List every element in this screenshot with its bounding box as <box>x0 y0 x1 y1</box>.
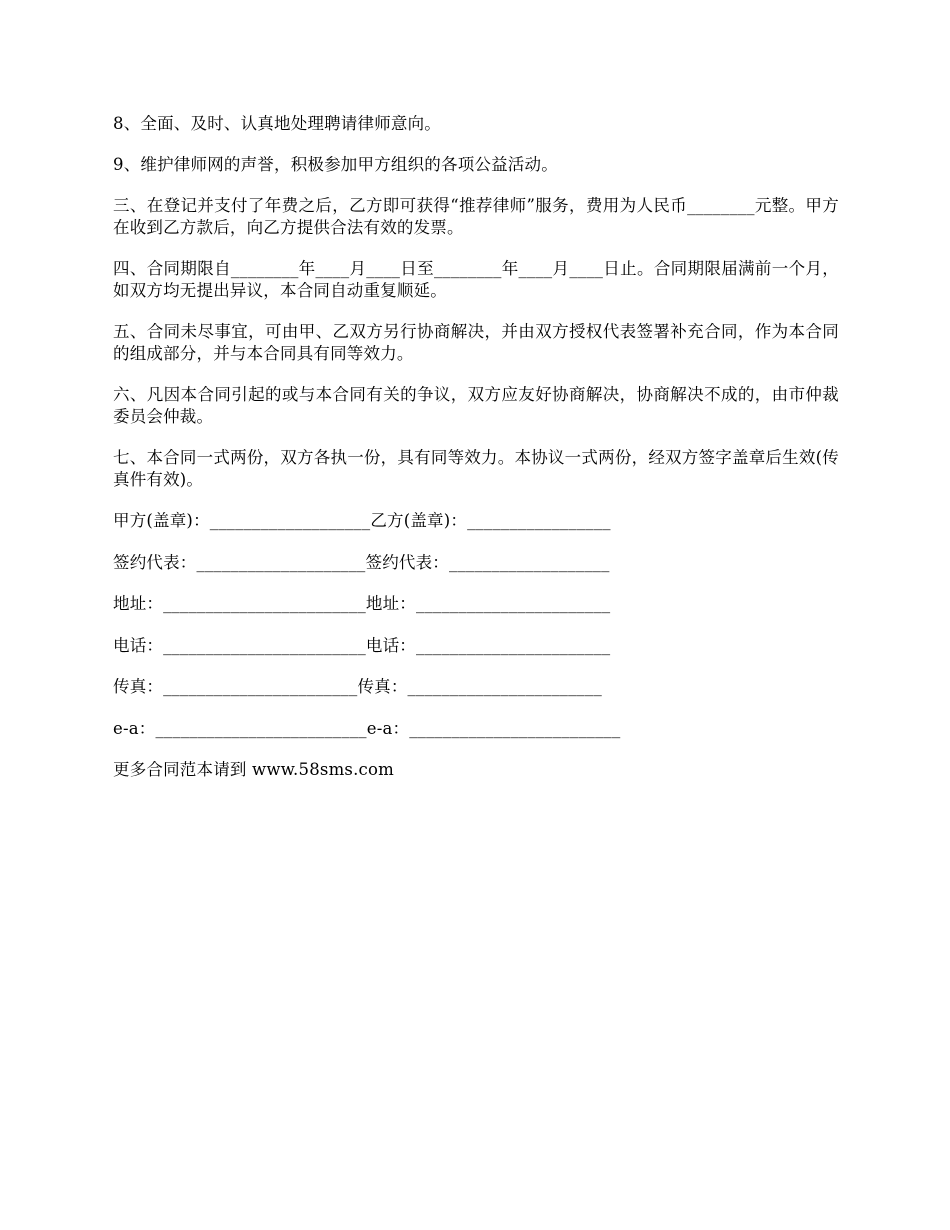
clause-four-term: 四、合同期限自________年____月____日至________年____月____日止。合同期限届满前一个月，如双方均无提出异议，本合同自动重复顺延。 <box>113 259 839 300</box>
signature-email-line: e-a：_________________________e-a：_________________________ <box>113 718 621 738</box>
footer-note: 更多合同范本请到 www.58sms.com <box>113 760 394 779</box>
clause-three-fee: 三、在登记并支付了年费之后，乙方即可获得“推荐律师”服务，费用为人民币________元整。甲方在收到乙方款后，向乙方提供合法有效的发票。 <box>113 196 839 237</box>
clause-seven-copies: 七、本合同一式两份，双方各执一份，具有同等效力。本协议一式两份，经双方签字盖章后生效(传真件有效)。 <box>113 448 839 489</box>
signature-fax-line: 传真：_______________________传真：_______________________ <box>113 677 602 696</box>
signature-seal-line: 甲方(盖章)：___________________乙方(盖章)：_________________ <box>113 511 611 530</box>
signature-phone-line: 电话：________________________电话：_______________________ <box>113 635 611 655</box>
clause-8: 8、全面、及时、认真地处理聘请律师意向。 <box>113 114 441 133</box>
signature-representative-line: 签约代表：____________________签约代表：___________________ <box>113 552 610 572</box>
clause-9: 9、维护律师网的声誉，积极参加甲方组织的各项公益活动。 <box>113 155 558 174</box>
clause-five-supplement: 五、合同未尽事宜，可由甲、乙双方另行协商解决，并由双方授权代表签署补充合同，作为本合同的组成部分，并与本合同具有同等效力。 <box>113 322 839 363</box>
clause-six-dispute: 六、凡因本合同引起的或与本合同有关的争议，双方应友好协商解决，协商解决不成的，由市仲裁委员会仲裁。 <box>113 385 839 426</box>
contract-page <box>113 113 839 801</box>
signature-address-line: 地址：________________________地址：_______________________ <box>113 594 611 613</box>
